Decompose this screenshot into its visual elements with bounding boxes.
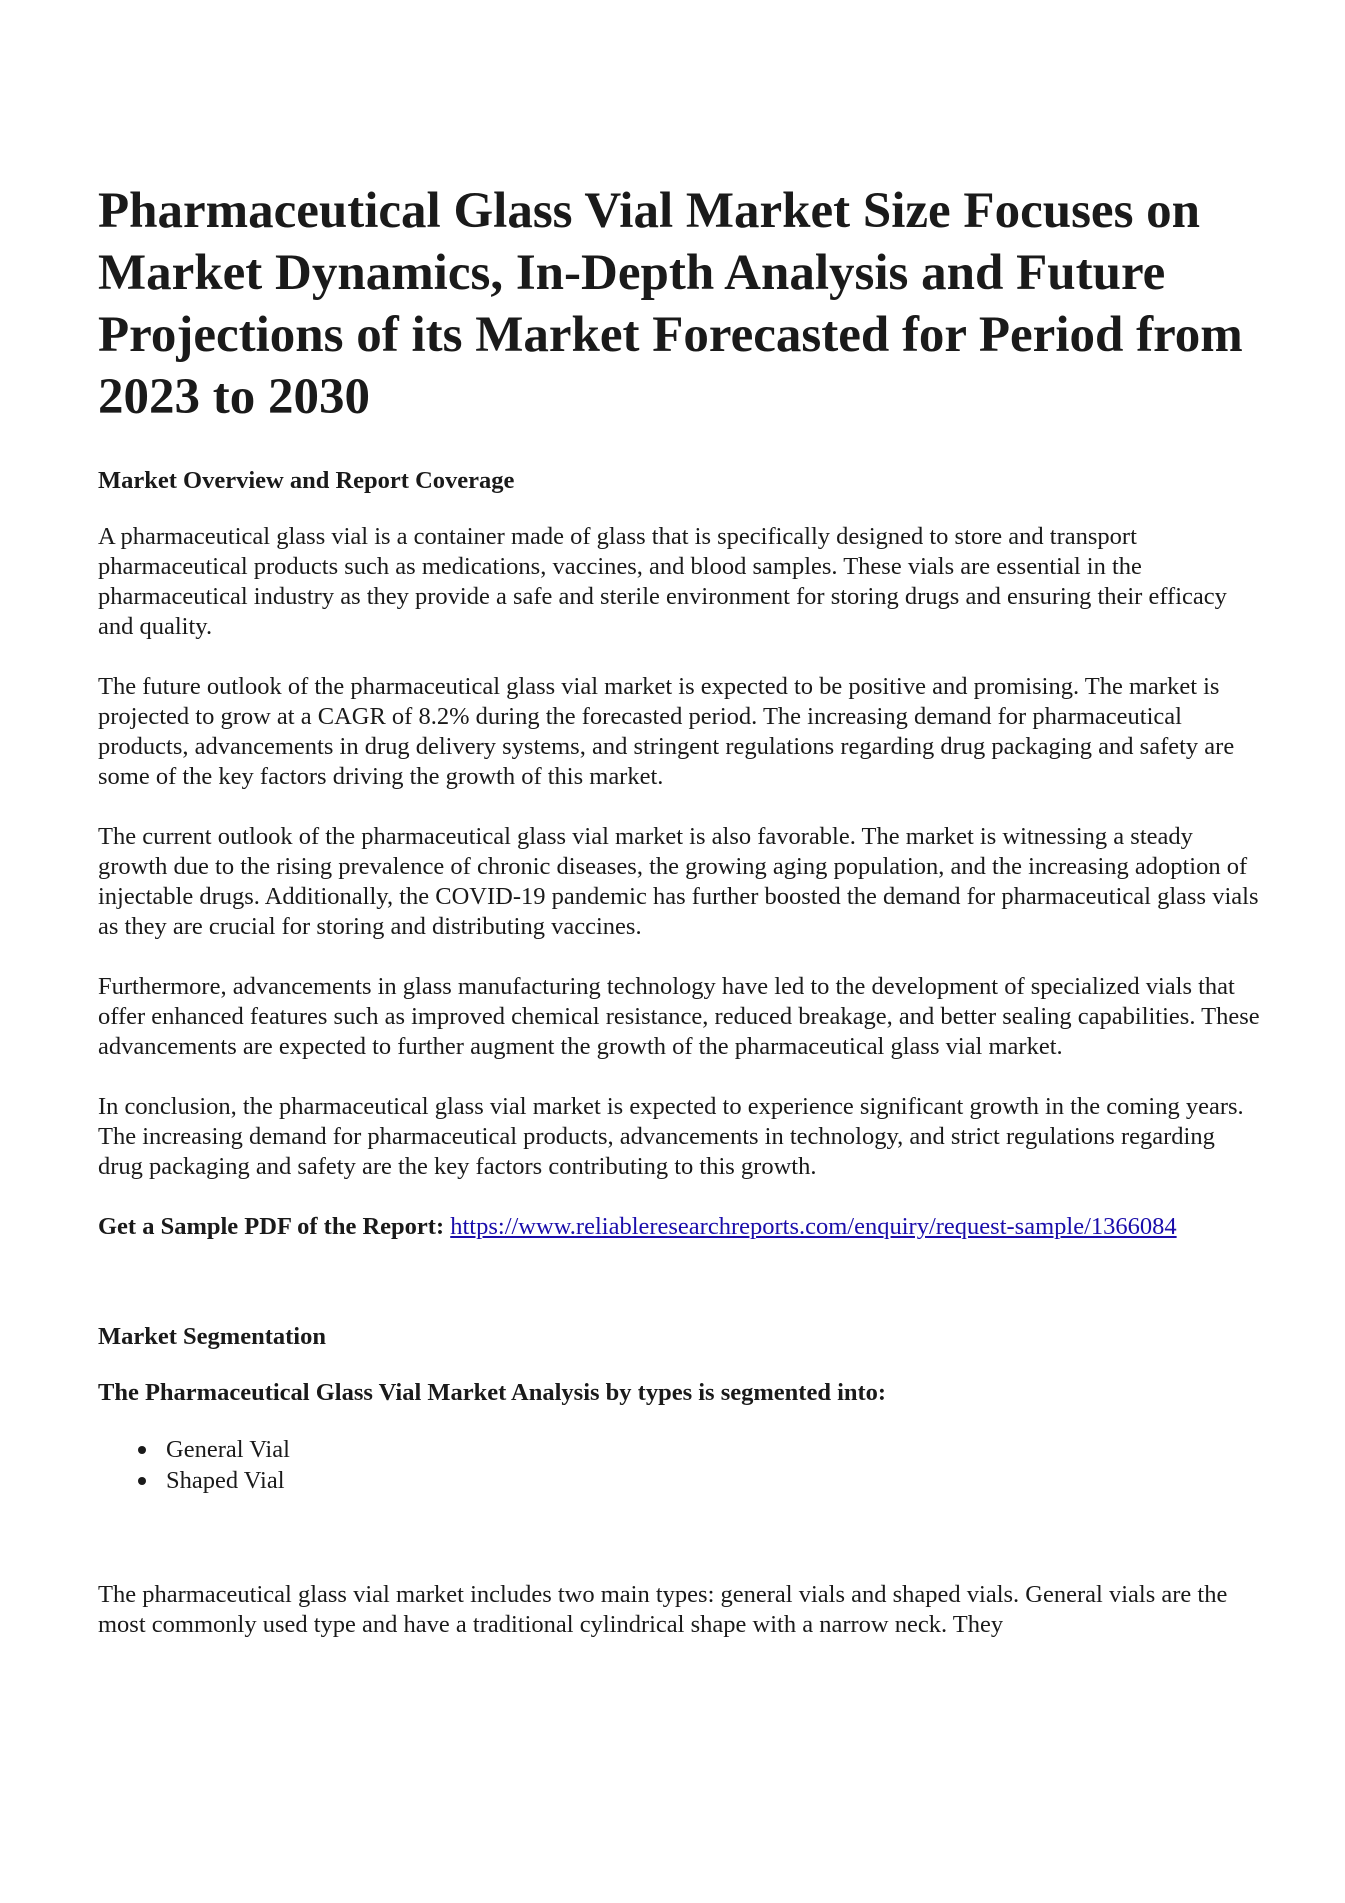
overview-section: [98, 466, 1265, 1182]
overview-paragraph: A pharmaceutical glass vial is a container made of glass that is specifically designed to store and transport pharmaceutical products such as medications, vaccines, and blood samples. These vials are essential in the pharmaceutical industry as they provide a safe and sterile environment for storing drugs and ensuring their efficacy and quality.: [98, 523, 1227, 640]
overview-paragraph: The current outlook of the pharmaceutical glass vial market is also favorable. The market is witnessing a steady growth due to the rising prevalence of chronic diseases, the growing aging population, and the increasing adoption of injectable drugs. Additionally, the COVID-19 pandemic has further boosted the demand for pharmaceutical glass vials as they are crucial for storing and distributing vaccines.: [98, 823, 1259, 940]
spacer: [98, 1242, 1265, 1322]
segmentation-section: [98, 1322, 1265, 1640]
types-list: [98, 1434, 1265, 1496]
sample-pdf-label: Get a Sample PDF of the Report:: [98, 1213, 445, 1240]
segmentation-heading: Market Segmentation: [98, 1323, 326, 1350]
types-paragraph: The pharmaceutical glass vial market includes two main types: general vials and shaped vials. General vials are the most commonly used type and have a traditional cylindrical shape with a narrow neck. They: [98, 1581, 1228, 1638]
overview-paragraph: The future outlook of the pharmaceutical glass vial market is expected to be positive and promising. The market is projected to grow at a CAGR of 8.2% during the forecasted period. The increasing demand for pharmaceutical products, advancements in drug delivery systems, and stringent regulations regarding drug packaging and safety are some of the key factors driving the growth of this market.: [98, 673, 1235, 790]
overview-heading: Market Overview and Report Coverage: [98, 467, 515, 494]
sample-pdf-link[interactable]: https://www.reliableresearchreports.com/enquiry/request-sample/1366084: [450, 1213, 1177, 1240]
overview-paragraph: Furthermore, advancements in glass manufacturing technology have led to the development of specialized vials that offer enhanced features such as improved chemical resistance, reduced breakage, and better sealing capabilities. These advancements are expected to further augment the growth of the pharmaceutical glass vial market.: [98, 973, 1260, 1060]
page-title: Pharmaceutical Glass Vial Market Size Focuses on Market Dynamics, In-Depth Analysis and Future Projections of its Market Forecasted for Period from 2023 to 2030: [98, 183, 1243, 425]
list-item: General Vial: [166, 1434, 1265, 1465]
overview-paragraph: In conclusion, the pharmaceutical glass vial market is expected to experience significant growth in the coming years. The increasing demand for pharmaceutical products, advancements in technology, and strict regulations regarding drug packaging and safety are the key factors contributing to this growth.: [98, 1093, 1244, 1180]
list-item: Shaped Vial: [166, 1465, 1265, 1496]
spacer: [98, 1496, 1265, 1580]
types-heading: The Pharmaceutical Glass Vial Market Analysis by types is segmented into:: [98, 1379, 887, 1406]
sample-pdf-line: [98, 1212, 1265, 1242]
